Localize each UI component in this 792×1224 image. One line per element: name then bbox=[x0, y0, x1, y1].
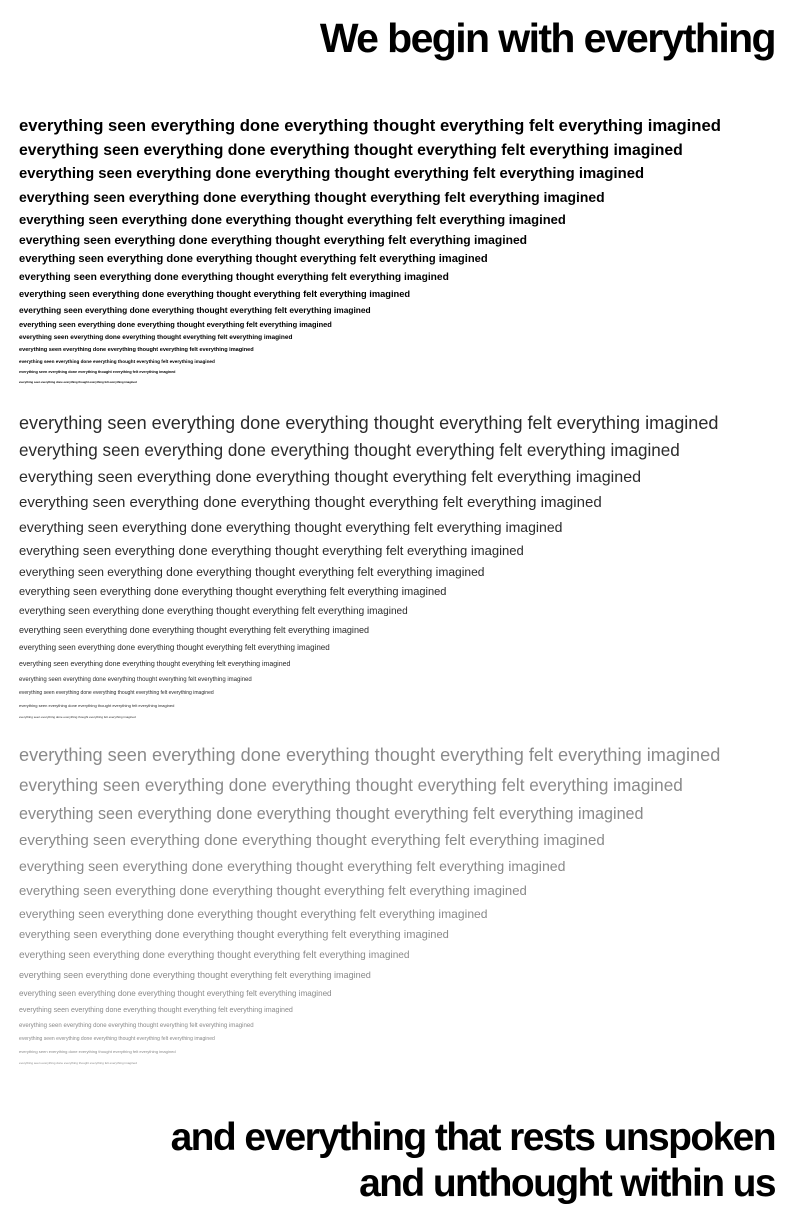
phrase-line: everything seen everything done everything thought everything felt everything imagined bbox=[19, 166, 645, 182]
phrase-line: everything seen everything done everything thought everything felt everything imagined bbox=[19, 989, 332, 998]
phrase-line: everything seen everything done everything thought everything felt everything imagined bbox=[19, 907, 488, 921]
phrase-line: everything seen everything done everything thought everything felt everything imagined bbox=[19, 883, 527, 898]
phrase-line: everything seen everything done everything thought everything felt everything imagined bbox=[19, 441, 680, 460]
phrase-line: everything seen everything done everything thought everything felt everything imagined bbox=[19, 142, 683, 159]
closing-statement bbox=[171, 1115, 775, 1207]
closing-line-2: and unthought within us bbox=[359, 1162, 775, 1205]
phrase-line: everything seen everything done everything thought everything felt everything imagined bbox=[19, 715, 136, 719]
phrase-line: everything seen everything done everything thought everything felt everything imagined bbox=[19, 334, 293, 341]
phrase-line: everything seen everything done everything thought everything felt everything imagined bbox=[19, 1023, 254, 1029]
phrase-line: everything seen everything done everything thought everything felt everything imagined bbox=[19, 832, 605, 849]
phrase-line: everything seen everything done everything thought everything felt everything imagined bbox=[19, 950, 410, 961]
phrase-line: everything seen everything done everything thought everything felt everything imagined bbox=[19, 643, 330, 652]
phrase-line: everything seen everything done everything thought everything felt everything imagined bbox=[19, 413, 719, 433]
phrase-line: everything seen everything done everything thought everything felt everything imagined bbox=[19, 289, 411, 299]
phrase-line: everything seen everything done everything thought everything felt everything imagined bbox=[19, 745, 721, 765]
phrase-line: everything seen everything done everything thought everything felt everything imagined bbox=[19, 929, 449, 941]
phrase-line: everything seen everything done everything thought everything felt everything imagined bbox=[19, 347, 254, 353]
page-title: We begin with everything bbox=[319, 15, 775, 61]
phrase-line: everything seen everything done everything thought everything felt everything imagined bbox=[19, 370, 176, 374]
phrase-line: everything seen everything done everything thought everything felt everything imagined bbox=[19, 468, 642, 486]
phrase-line: everything seen everything done everything thought everything felt everything imagined bbox=[19, 380, 137, 384]
phrase-line: everything seen everything done everything thought everything felt everything imagined bbox=[19, 703, 175, 708]
phrase-line: everything seen everything done everything thought everything felt everything imagined bbox=[19, 189, 605, 205]
phrase-line: everything seen everything done everything thought everything felt everything imagined bbox=[19, 253, 488, 265]
phrase-line: everything seen everything done everything thought everything felt everything imagined bbox=[19, 970, 371, 980]
phrase-line: everything seen everything done everything thought everything felt everything imagined bbox=[19, 586, 447, 598]
phrase-line: everything seen everything done everything thought everything felt everything imagined bbox=[19, 359, 215, 364]
phrase-line: everything seen everything done everything thought everything felt everything imagined bbox=[19, 565, 485, 579]
phrase-line: everything seen everything done everything thought everything felt everything imagined bbox=[19, 661, 291, 668]
phrase-line: everything seen everything done everything thought everything felt everything imagined bbox=[19, 320, 332, 329]
phrase-line: everything seen everything done everything thought everything felt everything imagined bbox=[19, 272, 449, 283]
phrase-line: everything seen everything done everything thought everything felt everything imagined bbox=[19, 116, 721, 135]
phrase-line: everything seen everything done everything thought everything felt everything imagined bbox=[19, 690, 214, 696]
closing-line-1: and everything that rests unspoken bbox=[170, 1116, 775, 1159]
phrase-line: everything seen everything done everything thought everything felt everything imagined bbox=[19, 1036, 215, 1042]
phrase-line: everything seen everything done everything thought everything felt everything imagined bbox=[19, 1061, 137, 1065]
phrase-line: everything seen everything done everything thought everything felt everything imagined bbox=[19, 543, 524, 558]
phrase-line: everything seen everything done everything thought everything felt everything imagined bbox=[19, 305, 371, 315]
phrase-line: everything seen everything done everything thought everything felt everything imagined bbox=[19, 606, 408, 617]
phrase-line: everything seen everything done everything thought everything felt everything imagined bbox=[19, 677, 252, 683]
phrase-line: everything seen everything done everything thought everything felt everything imagined bbox=[19, 1006, 293, 1014]
phrase-line: everything seen everything done everything thought everything felt everything imagined bbox=[19, 233, 528, 247]
phrase-line: everything seen everything done everything thought everything felt everything imagined bbox=[19, 625, 370, 635]
phrase-line: everything seen everything done everything thought everything felt everything imagined bbox=[19, 519, 563, 535]
phrase-line: everything seen everything done everything thought everything felt everything imagined bbox=[19, 494, 602, 511]
phrase-line: everything seen everything done everything thought everything felt everything imagined bbox=[19, 775, 683, 795]
phrase-line: everything seen everything done everything thought everything felt everything imagined bbox=[19, 1049, 176, 1054]
phrase-line: everything seen everything done everything thought everything felt everything imagined bbox=[19, 858, 566, 874]
phrase-line: everything seen everything done everything thought everything felt everything imagined bbox=[19, 805, 644, 823]
phrase-line: everything seen everything done everything thought everything felt everything imagined bbox=[19, 212, 566, 227]
